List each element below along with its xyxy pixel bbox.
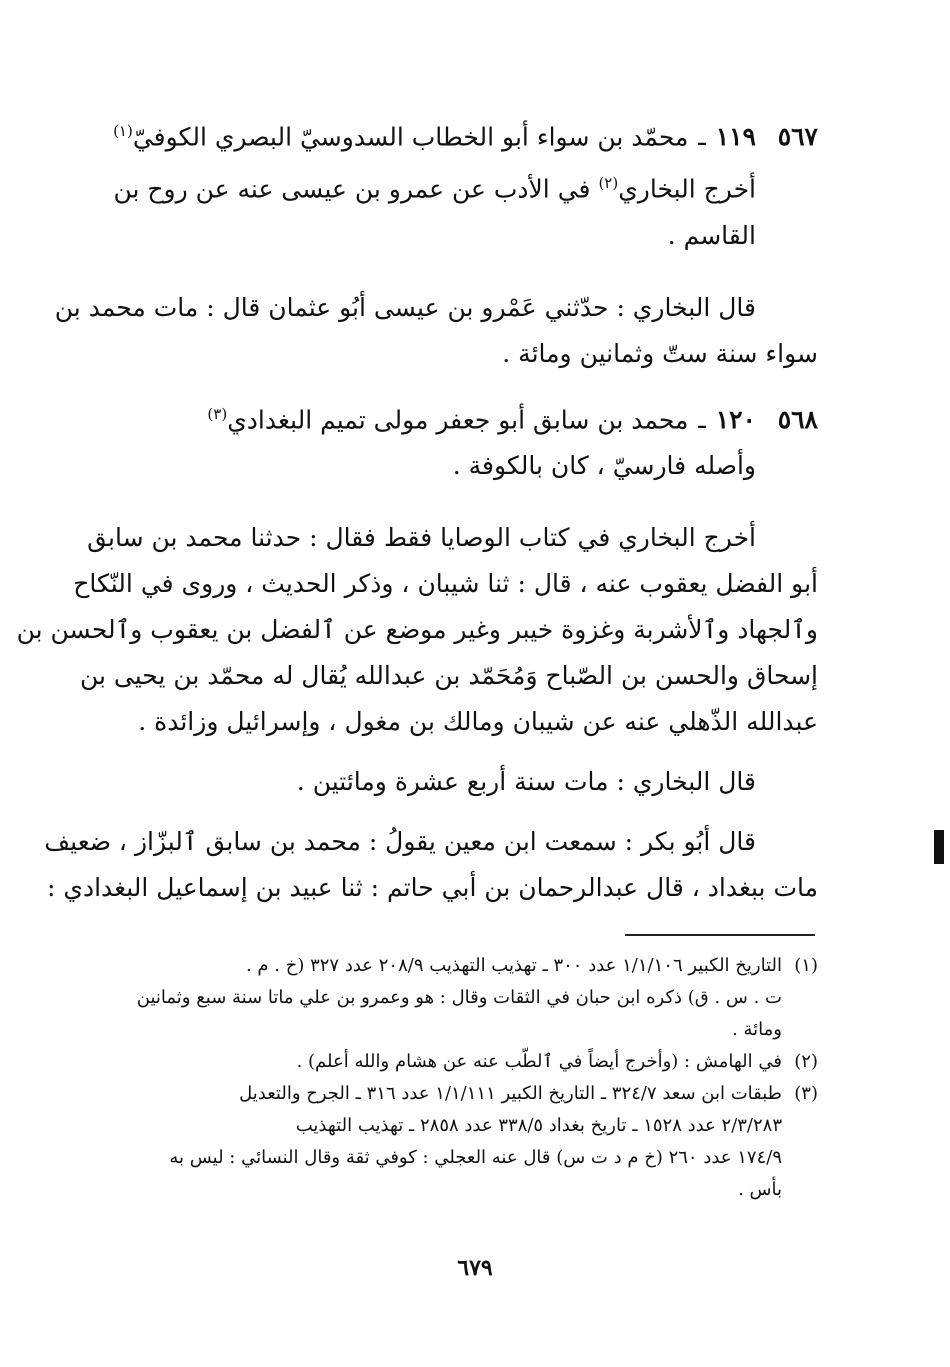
entry-number: ٥٦٧ [777,122,818,152]
footnote [118,1046,818,1078]
footnote-line: في الهامش : (وأخرج أيضاً في ٱلطّب عنه عن هشام والله أعلم) . [296,1051,782,1072]
page-number: ٦٧٩ [457,1255,493,1281]
entry-title: محمد بن سابق أبو جعفر مولى تميم البغدادي [227,404,689,434]
footnote-line: طبقات ابن سعد ٣٢٤/٧ ـ التاريخ الكبير ١/١/١١١ عدد ٣١٦ ـ الجرح والتعديل [239,1083,782,1104]
entry-number: ٥٦٨ [777,404,818,434]
text-line: وأصله فارسيّ ، كان بالكوفة . [452,450,756,480]
footnote-line: ومائة . [732,1019,782,1040]
entry-568-heading [118,391,818,443]
text-line: عبدالله الذّهلي عنه عن شيبان ومالك بن مغول ، وإسرائيل وزائدة . [138,706,818,736]
footnote-marker[interactable]: (١) [113,122,133,140]
footnote-line: ١٧٤/٩ عدد ٢٦٠ (خ م د ت س) قال عنه العجلي : كوفي ثقة وقال النسائي : ليس به [169,1147,782,1168]
text-line: قال أبُو بكر : سمعت ابن معين يقولُ : محمد بن سابق ٱلبزّاز ، ضعيف [44,826,756,856]
text-line: أبو الفضل يعقوب عنه ، قال : ثنا شيبان ، وذكر الحديث ، وروى في النّكاح [73,568,818,598]
entry-567-heading [113,108,818,160]
text-line: سواء سنة ستّ وثمانين ومائة . [502,338,818,368]
footnote-divider [625,934,815,936]
footnotes [118,950,818,1206]
text-line: القاسم . [667,220,756,250]
text-line: وٱلجهاد وٱلأشربة وغزوة خيبر وغير موضع عن ٱلفضل بن يعقوب وٱلحسن بن [16,614,818,644]
dash: ـ [698,122,706,152]
footnote-line: ٢/٣/٢٨٣ عدد ١٥٢٨ ـ تاريخ بغداد ٣٣٨/٥ عدد ٢٨٥٨ ـ تهذيب التهذيب [295,1115,782,1136]
main-text [16,108,818,911]
footnote-number: (١) [794,955,818,976]
sequence-number: ١١٩ [715,122,756,152]
footnote-line: بأس . [738,1179,782,1200]
footnote-marker[interactable]: (٢) [598,174,619,193]
text-line: مات ببغداد ، قال عبدالرحمان بن أبي حاتم : ثنا عبيد بن إسماعيل البغدادي : [47,872,818,902]
footnote [118,950,818,1046]
margin-mark [934,830,944,864]
footnote-marker[interactable]: (٣) [207,404,228,423]
footnote-line: ت . س . ق) ذكره ابن حبان في الثقات وقال : هو وعمرو بن علي ماتا سنة سبع وثمانين [136,987,782,1008]
entry-title: محمّد بن سواء أبو الخطاب السدوسيّ البصري الكوفيّ [132,122,689,152]
text-line: أخرج البخاري في كتاب الوصايا فقط فقال : حدثنا محمد بن سابق [87,522,756,552]
text-line: إسحاق والحسن بن الصّباح وَمُحَمّد بن عبدالله يُقال له محمّد بن يحيى بن [79,660,818,690]
footnote [118,1078,818,1206]
footnote-line: التاريخ الكبير ١/١/١٠٦ عدد ٣٠٠ ـ تهذيب التهذيب ٢٠٨/٩ عدد ٣٢٧ (خ . م . [245,955,782,976]
text-line: قال البخاري : مات سنة أربع عشرة ومائتين . [296,766,756,796]
footnote-number: (٣) [794,1083,818,1104]
text-line: قال البخاري : حدّثني عَمْرو بن عيسى أبُو عثمان قال : مات محمد بن [54,292,756,322]
text-line: أخرج البخاري$^{(٢)}$ في الأدب عن عمرو بن عيسى عنه عن روح بن [113,174,756,204]
dash: ـ [698,404,706,434]
sequence-number: ١٢٠ [715,404,756,434]
footnote-number: (٢) [794,1051,818,1072]
